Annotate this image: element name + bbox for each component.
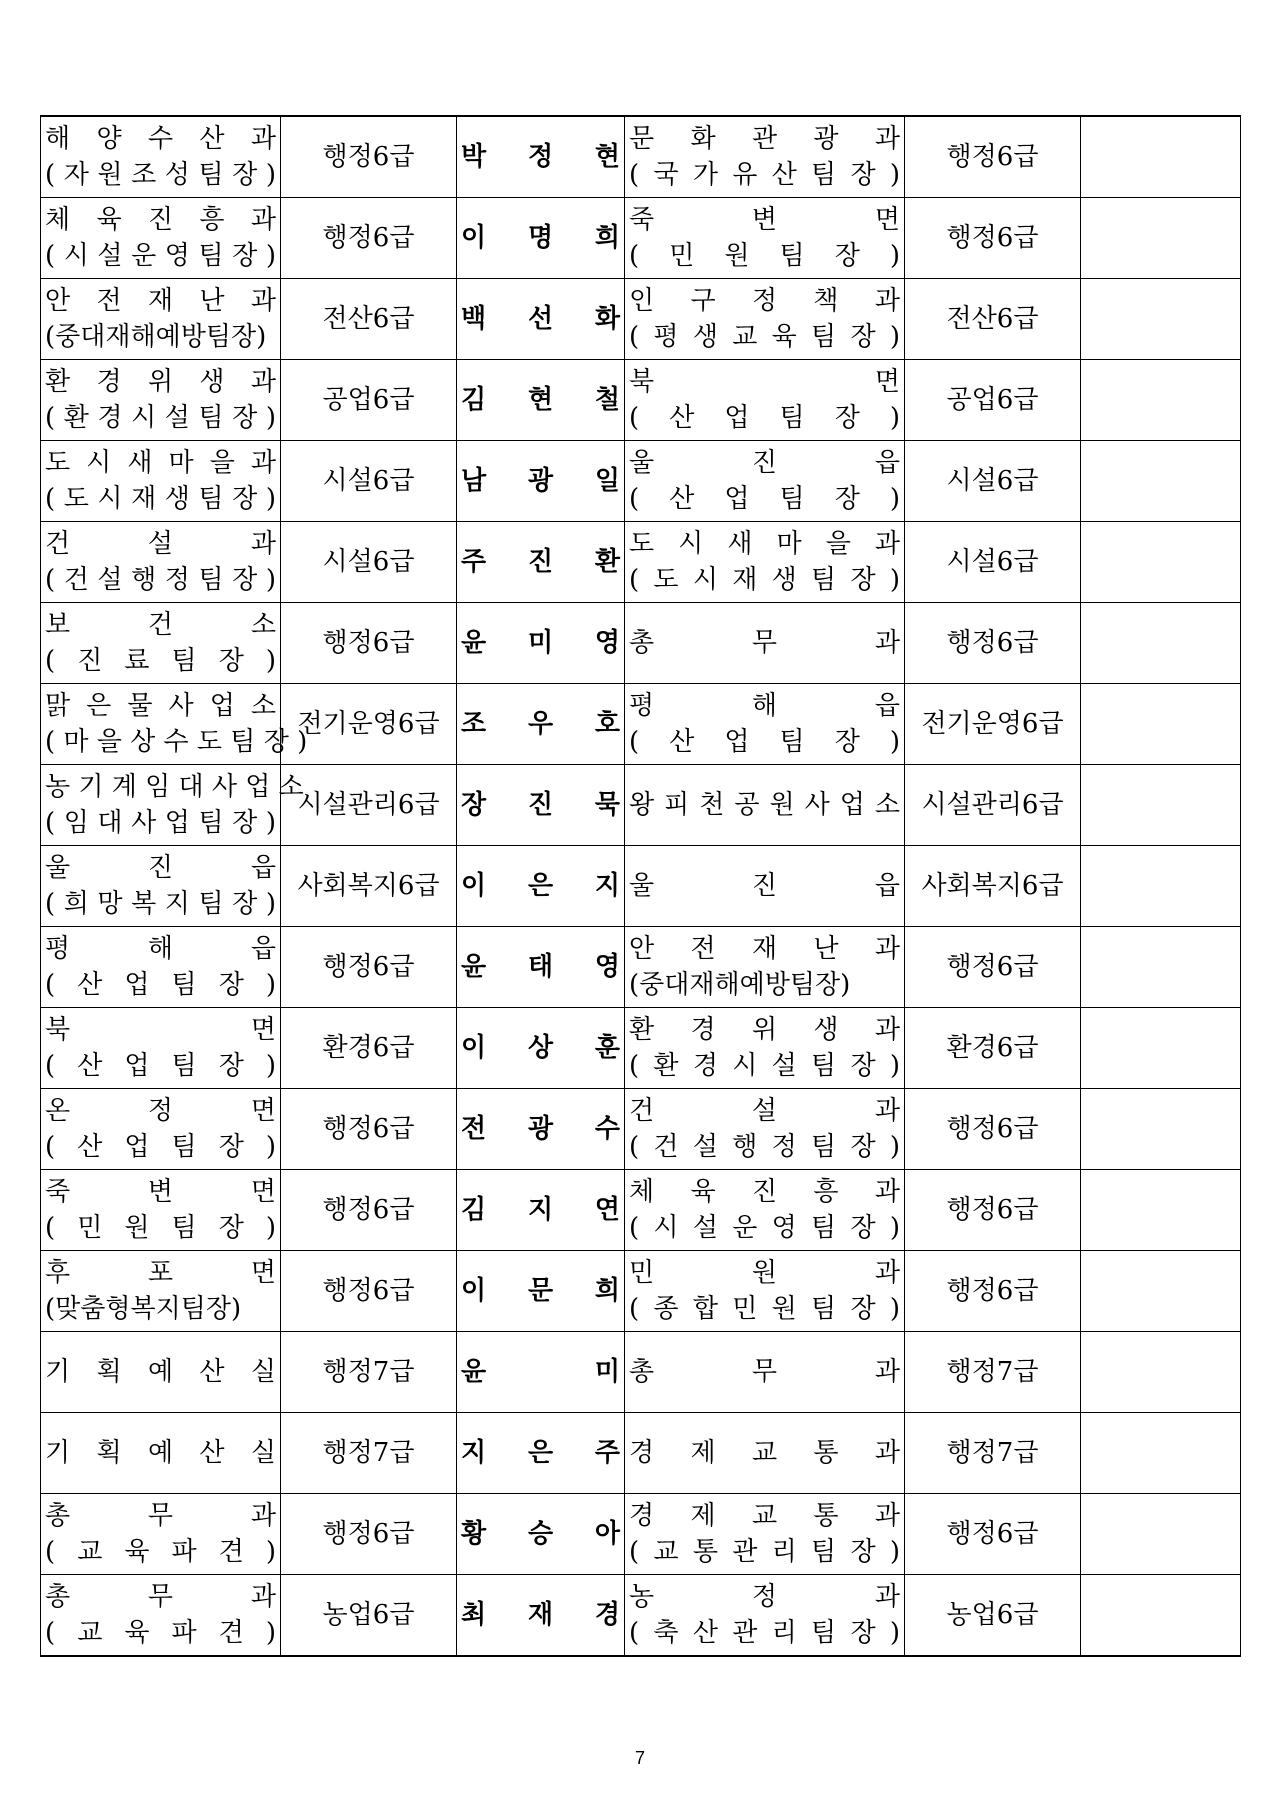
to-cell [625,1494,905,1575]
employee-name-cell [457,441,625,522]
from-cell-department: 농 기 계 임 대 사 업 소 [45,772,304,802]
employee-name-cell [457,522,625,603]
table-row [41,1170,1241,1251]
to-grade-cell: 행정6급 [905,1251,1081,1332]
to-cell-department: 문 화 관 광 과 [629,124,900,154]
to-cell-department: 체 육 진 흥 과 [629,1177,900,1207]
to-cell-team: (중대재해예방팀장) [629,970,851,1000]
to-cell [625,116,905,198]
from-cell-team: ( 희 망 복 지 팀 장 ) [45,889,276,919]
employee-name: 이 명 희 [461,223,620,253]
table-row [41,1413,1241,1494]
to-grade-cell: 시설관리6급 [905,765,1081,846]
to-cell-department: 죽 변 면 [629,205,900,235]
to-cell [625,927,905,1008]
remarks-cell [1081,765,1241,846]
from-grade-cell: 시설6급 [281,522,457,603]
from-cell-department: 평 해 읍 [45,934,276,964]
to-cell-team: ( 산 업 팀 장 ) [629,727,900,757]
from-grade-cell: 사회복지6급 [281,846,457,927]
remarks-cell [1081,441,1241,522]
from-cell [41,927,281,1008]
from-cell [41,846,281,927]
to-cell-team: ( 시 설 운 영 팀 장 ) [629,1213,900,1243]
table-row [41,360,1241,441]
from-cell-team: ( 민 원 팀 장 ) [45,1213,276,1243]
from-cell [41,1170,281,1251]
remarks-cell [1081,846,1241,927]
to-cell [625,603,905,684]
remarks-cell [1081,1575,1241,1657]
from-cell-team: (중대재해예방팀장) [45,322,267,352]
employee-name-cell [457,1089,625,1170]
to-cell-team: ( 축 산 관 리 팀 장 ) [629,1618,900,1648]
from-grade-cell: 시설관리6급 [281,765,457,846]
from-cell [41,360,281,441]
to-cell [625,1170,905,1251]
to-grade-cell: 공업6급 [905,360,1081,441]
to-cell [625,1332,905,1413]
to-grade-cell: 행정6급 [905,1089,1081,1170]
to-grade-cell: 사회복지6급 [905,846,1081,927]
to-cell [625,198,905,279]
to-cell-team: ( 교 통 관 리 팀 장 ) [629,1537,900,1567]
remarks-cell [1081,927,1241,1008]
from-cell-team: ( 임 대 사 업 팀 장 ) [45,808,276,838]
table-row [41,441,1241,522]
employee-name: 지 은 주 [461,1438,620,1468]
from-cell-team: ( 환 경 시 설 팀 장 ) [45,403,276,433]
table-row [41,1494,1241,1575]
remarks-cell [1081,1170,1241,1251]
from-cell-department: 안 전 재 난 과 [45,286,276,316]
to-grade-cell: 행정6급 [905,1170,1081,1251]
to-cell [625,360,905,441]
remarks-cell [1081,1008,1241,1089]
employee-name-cell [457,198,625,279]
from-cell [41,522,281,603]
to-cell-department: 농 정 과 [629,1582,900,1612]
employee-name: 전 광 수 [461,1114,620,1144]
table-row [41,522,1241,603]
from-cell-team: ( 진 료 팀 장 ) [45,646,276,676]
from-grade-cell: 행정6급 [281,116,457,198]
to-cell [625,1008,905,1089]
table-row [41,116,1241,198]
employee-name: 윤 태 영 [461,952,620,982]
to-cell [625,1089,905,1170]
remarks-cell [1081,603,1241,684]
employee-name-cell [457,846,625,927]
to-cell-department: 도 시 새 마 을 과 [629,529,900,559]
employee-name: 조 우 호 [461,709,620,739]
from-cell-department: 해 양 수 산 과 [45,124,276,154]
employee-name-cell [457,1332,625,1413]
table-row [41,1008,1241,1089]
from-grade-cell: 전산6급 [281,279,457,360]
from-cell-team: ( 교 육 파 견 ) [45,1537,276,1567]
from-cell-department: 체 육 진 흥 과 [45,205,276,235]
table-row [41,684,1241,765]
personnel-table [40,115,1241,1657]
from-cell [41,1413,281,1494]
table-row [41,927,1241,1008]
to-grade-cell: 행정6급 [905,198,1081,279]
from-grade-cell: 행정7급 [281,1413,457,1494]
from-cell [41,1008,281,1089]
employee-name: 김 지 연 [461,1195,620,1225]
table-row [41,1251,1241,1332]
employee-name-cell [457,1413,625,1494]
from-cell [41,1575,281,1657]
to-grade-cell: 행정7급 [905,1413,1081,1494]
from-cell-team: ( 시 설 운 영 팀 장 ) [45,241,276,271]
to-grade-cell: 행정6급 [905,603,1081,684]
from-grade-cell: 행정7급 [281,1332,457,1413]
employee-name: 박 정 현 [461,142,620,172]
employee-name-cell [457,603,625,684]
from-cell-department: 기 획 예 산 실 [45,1357,276,1387]
from-grade-cell: 행정6급 [281,927,457,1008]
to-cell-department: 평 해 읍 [629,691,900,721]
from-cell-department: 맑 은 물 사 업 소 [45,691,276,721]
to-cell-team: ( 산 업 팀 장 ) [629,403,900,433]
from-cell [41,1332,281,1413]
to-cell-department: 환 경 위 생 과 [629,1015,900,1045]
employee-name: 남 광 일 [461,466,620,496]
to-cell-department: 민 원 과 [629,1258,900,1288]
from-grade-cell: 행정6급 [281,1170,457,1251]
to-cell-team: ( 국 가 유 산 팀 장 ) [629,160,900,190]
remarks-cell [1081,1494,1241,1575]
to-cell-department: 인 구 정 책 과 [629,286,900,316]
from-grade-cell: 공업6급 [281,360,457,441]
employee-name: 백 선 화 [461,304,620,334]
from-cell [41,1494,281,1575]
from-cell-team: ( 산 업 팀 장 ) [45,1051,276,1081]
employee-name: 이 문 희 [461,1276,620,1306]
employee-name-cell [457,1170,625,1251]
from-grade-cell: 행정6급 [281,198,457,279]
from-cell-department: 울 진 읍 [45,853,276,883]
to-cell-department: 안 전 재 난 과 [629,934,900,964]
from-grade-cell: 전기운영6급 [281,684,457,765]
to-cell-department: 울 진 읍 [629,448,900,478]
remarks-cell [1081,684,1241,765]
from-cell [41,765,304,846]
to-cell-team: ( 환 경 시 설 팀 장 ) [629,1051,900,1081]
from-grade-cell: 행정6급 [281,1251,457,1332]
to-cell [625,1575,905,1657]
table-row [41,765,1241,846]
to-cell [625,1413,905,1494]
employee-name-cell [457,927,625,1008]
to-cell-team: ( 평 생 교 육 팀 장 ) [629,322,900,352]
employee-name-cell [457,1008,625,1089]
to-grade-cell: 시설6급 [905,522,1081,603]
remarks-cell [1081,1413,1241,1494]
page-number: 7 [634,1748,645,1768]
table-row [41,846,1241,927]
to-cell-department: 북 면 [629,367,900,397]
to-cell [625,522,905,603]
from-cell [41,1089,281,1170]
from-cell [41,684,308,765]
to-grade-cell: 시설6급 [905,441,1081,522]
table-row [41,603,1241,684]
table-row [41,1089,1241,1170]
employee-name: 이 상 훈 [461,1033,620,1063]
from-grade-cell: 환경6급 [281,1008,457,1089]
from-cell-department: 후 포 면 [45,1258,276,1288]
from-cell-team: (맞춤형복지팀장) [45,1294,242,1324]
to-cell-department: 총 무 과 [629,628,900,658]
from-cell-department: 도 시 새 마 을 과 [45,448,276,478]
to-grade-cell: 행정6급 [905,927,1081,1008]
to-grade-cell: 환경6급 [905,1008,1081,1089]
from-cell-department: 건 설 과 [45,529,276,559]
to-cell-team: ( 종 합 민 원 팀 장 ) [629,1294,900,1324]
remarks-cell [1081,279,1241,360]
from-cell [41,441,281,522]
from-cell-department: 죽 변 면 [45,1177,276,1207]
to-cell-department: 경 제 교 통 과 [629,1501,900,1531]
employee-name: 윤 미 영 [461,628,620,658]
from-cell-department: 기 획 예 산 실 [45,1438,276,1468]
employee-name-cell [457,684,625,765]
from-cell [41,116,281,198]
to-cell [625,441,905,522]
to-cell [625,279,905,360]
from-cell [41,198,281,279]
to-grade-cell: 행정6급 [905,1494,1081,1575]
employee-name: 황 승 아 [461,1519,620,1549]
from-cell-department: 북 면 [45,1015,276,1045]
from-cell-team: ( 산 업 팀 장 ) [45,1132,276,1162]
from-cell-team: ( 교 육 파 견 ) [45,1618,276,1648]
to-cell [625,765,905,846]
to-cell-team: ( 산 업 팀 장 ) [629,484,900,514]
to-grade-cell: 전기운영6급 [905,684,1081,765]
remarks-cell [1081,522,1241,603]
employee-name: 윤 미 [461,1357,620,1387]
employee-name: 주 진 환 [461,547,620,577]
from-cell-department: 총 무 과 [45,1501,276,1531]
remarks-cell [1081,1251,1241,1332]
from-cell-team: ( 산 업 팀 장 ) [45,970,276,1000]
employee-name-cell [457,1251,625,1332]
to-cell-department: 왕 피 천 공 원 사 업 소 [629,790,900,820]
table-row [41,1332,1241,1413]
to-cell-department: 건 설 과 [629,1096,900,1126]
from-cell [41,1251,281,1332]
from-cell-team: ( 도 시 재 생 팀 장 ) [45,484,276,514]
remarks-cell [1081,1332,1241,1413]
to-grade-cell: 농업6급 [905,1575,1081,1657]
to-grade-cell: 전산6급 [905,279,1081,360]
employee-name-cell [457,1494,625,1575]
to-cell-team: ( 민 원 팀 장 ) [629,241,900,271]
employee-name-cell [457,279,625,360]
employee-name: 최 재 경 [461,1600,620,1630]
to-cell-department: 총 무 과 [629,1357,900,1387]
from-cell-department: 보 건 소 [45,610,276,640]
personnel-table-body [41,116,1241,1656]
employee-name: 장 진 묵 [461,790,620,820]
employee-name: 이 은 지 [461,871,620,901]
from-cell-department: 온 정 면 [45,1096,276,1126]
employee-name-cell [457,116,625,198]
to-cell-team: ( 도 시 재 생 팀 장 ) [629,565,900,595]
to-grade-cell: 행정7급 [905,1332,1081,1413]
to-cell [625,684,905,765]
remarks-cell [1081,198,1241,279]
to-cell-team: ( 건 설 행 정 팀 장 ) [629,1132,900,1162]
to-grade-cell: 행정6급 [905,116,1081,198]
to-cell-department: 경 제 교 통 과 [629,1438,900,1468]
remarks-cell [1081,360,1241,441]
to-cell [625,846,905,927]
from-grade-cell: 행정6급 [281,603,457,684]
employee-name-cell [457,360,625,441]
from-grade-cell: 행정6급 [281,1089,457,1170]
remarks-cell [1081,116,1241,198]
employee-name-cell [457,1575,625,1657]
from-grade-cell: 시설6급 [281,441,457,522]
table-row [41,279,1241,360]
from-grade-cell: 농업6급 [281,1575,457,1657]
from-cell [41,279,281,360]
to-cell-department: 울 진 읍 [629,871,900,901]
from-cell [41,603,281,684]
table-row [41,198,1241,279]
from-cell-team: ( 건 설 행 정 팀 장 ) [45,565,276,595]
from-cell-team: ( 자 원 조 성 팀 장 ) [45,160,276,190]
to-cell [625,1251,905,1332]
from-cell-team: ( 마 을 상 수 도 팀 장 ) [45,727,308,757]
remarks-cell [1081,1089,1241,1170]
from-cell-department: 총 무 과 [45,1582,276,1612]
from-grade-cell: 행정6급 [281,1494,457,1575]
from-cell-department: 환 경 위 생 과 [45,367,276,397]
employee-name: 김 현 철 [461,385,620,415]
employee-name-cell [457,765,625,846]
table-row [41,1575,1241,1657]
